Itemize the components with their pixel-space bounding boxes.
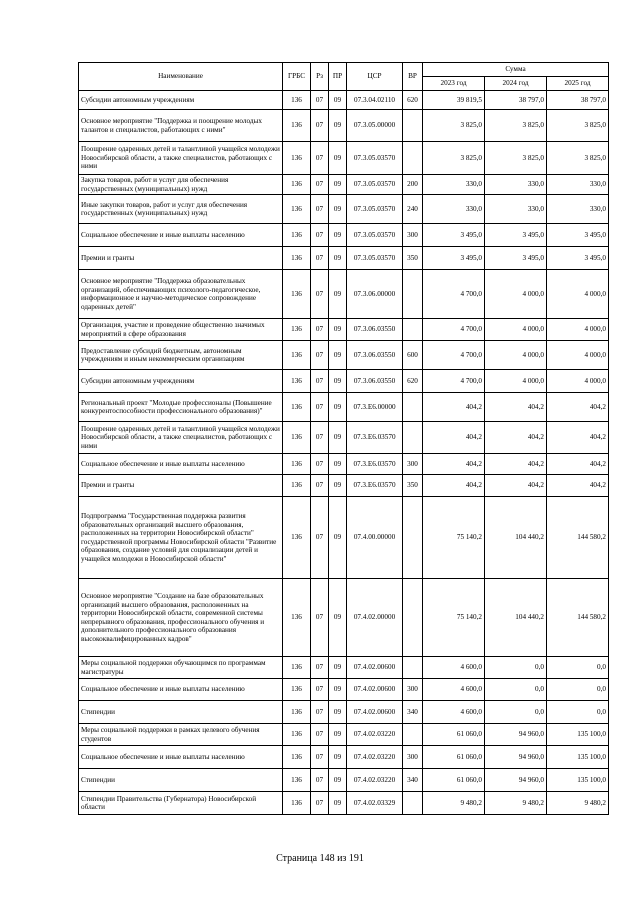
row-csr: 07.4.02.03220 (347, 724, 403, 746)
row-2025: 4 000,0 (547, 319, 609, 341)
row-pr: 09 (329, 657, 347, 679)
row-vr: 340 (403, 769, 423, 792)
row-rz: 07 (311, 657, 329, 679)
row-grbs: 136 (283, 657, 311, 679)
header-rz: Рз (311, 63, 329, 91)
row-vr (403, 142, 423, 175)
table-row (79, 195, 609, 224)
table-row (79, 792, 609, 815)
row-grbs: 136 (283, 454, 311, 475)
row-csr: 07.4.02.00600 (347, 679, 403, 701)
row-pr: 09 (329, 579, 347, 657)
row-grbs: 136 (283, 422, 311, 454)
row-csr: 07.3.06.03550 (347, 341, 403, 370)
row-2025: 9 480,2 (547, 792, 609, 815)
table-row (79, 91, 609, 110)
row-2024: 3 825,0 (485, 110, 547, 142)
row-2024: 404,2 (485, 422, 547, 454)
row-2024: 404,2 (485, 393, 547, 422)
row-csr: 07.3.04.02110 (347, 91, 403, 110)
table-body (79, 91, 609, 815)
row-2025: 330,0 (547, 195, 609, 224)
row-name: Подпрограмма "Государственная поддержка развития образовательных организаций высшего образования, расположенных на территории Новосибирской области" государственной программы Новосибирской области "Развитие образования, создание условий для социализации детей и учащейся молодежи в Новосибирской области" (79, 497, 283, 579)
row-2023: 39 819,5 (423, 91, 485, 110)
table-row (79, 247, 609, 270)
row-grbs: 136 (283, 792, 311, 815)
row-rz: 07 (311, 224, 329, 247)
row-2024: 9 480,2 (485, 792, 547, 815)
row-2023: 75 140,2 (423, 497, 485, 579)
row-vr (403, 110, 423, 142)
table-row (79, 224, 609, 247)
table-row (79, 422, 609, 454)
header-sum: Сумма (423, 63, 609, 77)
row-csr: 07.3.05.00000 (347, 110, 403, 142)
row-pr: 09 (329, 475, 347, 497)
row-grbs: 136 (283, 769, 311, 792)
row-2025: 38 797,0 (547, 91, 609, 110)
row-vr: 600 (403, 341, 423, 370)
row-name: Премии и гранты (79, 247, 283, 270)
row-2023: 9 480,2 (423, 792, 485, 815)
row-2023: 4 700,0 (423, 341, 485, 370)
row-pr: 09 (329, 746, 347, 769)
row-2024: 0,0 (485, 679, 547, 701)
row-name: Основное мероприятие "Создание на базе образовательных организаций высшего образования, расположенных на территории Новосибирской области, современной системы непрерывного образования, профессионального обучения и дополнительного профессионального образования высококвалифицированных кадров" (79, 579, 283, 657)
row-vr (403, 319, 423, 341)
row-name: Социальное обеспечение и иные выплаты населению (79, 454, 283, 475)
row-name: Стипендии (79, 769, 283, 792)
table-row (79, 746, 609, 769)
row-pr: 09 (329, 224, 347, 247)
row-grbs: 136 (283, 195, 311, 224)
row-grbs: 136 (283, 270, 311, 319)
page-number: Страница 148 из 191 (276, 853, 364, 864)
row-2025: 404,2 (547, 475, 609, 497)
row-rz: 07 (311, 579, 329, 657)
row-name: Социальное обеспечение и иные выплаты населению (79, 746, 283, 769)
row-2024: 38 797,0 (485, 91, 547, 110)
row-csr: 07.4.02.03329 (347, 792, 403, 815)
row-2024: 4 000,0 (485, 341, 547, 370)
row-csr: 07.3.06.00000 (347, 270, 403, 319)
table-row (79, 370, 609, 393)
header-2025: 2025 год (547, 77, 609, 91)
row-2024: 404,2 (485, 454, 547, 475)
row-csr: 07.3.05.03570 (347, 175, 403, 195)
row-rz: 07 (311, 724, 329, 746)
row-2025: 3 495,0 (547, 247, 609, 270)
row-vr: 300 (403, 746, 423, 769)
row-2024: 4 000,0 (485, 319, 547, 341)
row-grbs: 136 (283, 247, 311, 270)
row-2023: 4 700,0 (423, 319, 485, 341)
row-2025: 330,0 (547, 175, 609, 195)
row-pr: 09 (329, 679, 347, 701)
row-csr: 07.3.Е6.03570 (347, 454, 403, 475)
table-row (79, 579, 609, 657)
row-rz: 07 (311, 497, 329, 579)
row-vr: 240 (403, 195, 423, 224)
row-vr (403, 724, 423, 746)
row-pr: 09 (329, 393, 347, 422)
row-csr: 07.3.06.03550 (347, 319, 403, 341)
row-rz: 07 (311, 110, 329, 142)
row-pr: 09 (329, 175, 347, 195)
header-grbs: ГРБС (283, 63, 311, 91)
row-2023: 3 495,0 (423, 224, 485, 247)
header-2023: 2023 год (423, 77, 485, 91)
row-pr: 09 (329, 422, 347, 454)
row-grbs: 136 (283, 724, 311, 746)
row-vr: 350 (403, 247, 423, 270)
row-grbs: 136 (283, 142, 311, 175)
row-csr: 07.4.02.00600 (347, 657, 403, 679)
row-2023: 404,2 (423, 475, 485, 497)
table-row (79, 657, 609, 679)
row-name: Социальное обеспечение и иные выплаты населению (79, 224, 283, 247)
row-name: Премии и гранты (79, 475, 283, 497)
row-2023: 75 140,2 (423, 579, 485, 657)
row-rz: 07 (311, 679, 329, 701)
row-vr: 620 (403, 91, 423, 110)
row-grbs: 136 (283, 341, 311, 370)
row-2023: 61 060,0 (423, 746, 485, 769)
row-rz: 07 (311, 370, 329, 393)
row-csr: 07.3.Е6.03570 (347, 422, 403, 454)
row-2025: 4 000,0 (547, 270, 609, 319)
row-csr: 07.3.05.03570 (347, 224, 403, 247)
row-pr: 09 (329, 142, 347, 175)
row-2023: 4 600,0 (423, 679, 485, 701)
row-2023: 3 495,0 (423, 247, 485, 270)
row-2025: 0,0 (547, 701, 609, 724)
row-pr: 09 (329, 270, 347, 319)
budget-table (78, 62, 609, 815)
row-2025: 404,2 (547, 422, 609, 454)
row-grbs: 136 (283, 701, 311, 724)
row-pr: 09 (329, 497, 347, 579)
row-pr: 09 (329, 247, 347, 270)
row-vr: 300 (403, 224, 423, 247)
table-row (79, 769, 609, 792)
row-rz: 07 (311, 175, 329, 195)
row-pr: 09 (329, 319, 347, 341)
table-row (79, 270, 609, 319)
row-rz: 07 (311, 142, 329, 175)
row-2025: 404,2 (547, 454, 609, 475)
row-vr (403, 792, 423, 815)
row-vr: 620 (403, 370, 423, 393)
table-row (79, 110, 609, 142)
row-2023: 4 600,0 (423, 701, 485, 724)
row-2023: 404,2 (423, 454, 485, 475)
row-vr (403, 270, 423, 319)
table-row (79, 175, 609, 195)
table-row (79, 341, 609, 370)
row-2023: 404,2 (423, 422, 485, 454)
row-csr: 07.4.02.03220 (347, 769, 403, 792)
row-name: Региональный проект "Молодые профессионалы (Повышение конкурентоспособности профессионального образования)" (79, 393, 283, 422)
row-rz: 07 (311, 422, 329, 454)
table-row (79, 319, 609, 341)
row-2024: 3 825,0 (485, 142, 547, 175)
row-csr: 07.4.00.00000 (347, 497, 403, 579)
row-2024: 404,2 (485, 475, 547, 497)
row-vr (403, 497, 423, 579)
row-2025: 135 100,0 (547, 724, 609, 746)
row-2023: 3 825,0 (423, 142, 485, 175)
row-2025: 144 580,2 (547, 497, 609, 579)
row-pr: 09 (329, 701, 347, 724)
row-name: Основное мероприятие "Поддержка и поощрение молодых талантов и специалистов, работающих с ними" (79, 110, 283, 142)
row-2024: 104 440,2 (485, 497, 547, 579)
row-2023: 61 060,0 (423, 769, 485, 792)
row-2023: 330,0 (423, 175, 485, 195)
row-name: Субсидии автономным учреждениям (79, 91, 283, 110)
row-2024: 94 960,0 (485, 769, 547, 792)
table-row (79, 142, 609, 175)
row-vr (403, 422, 423, 454)
row-vr: 300 (403, 454, 423, 475)
row-rz: 07 (311, 341, 329, 370)
table-row (79, 701, 609, 724)
row-2024: 330,0 (485, 195, 547, 224)
row-2025: 4 000,0 (547, 370, 609, 393)
row-rz: 07 (311, 319, 329, 341)
row-name: Организация, участие и проведение общественно значимых мероприятий в сфере образования (79, 319, 283, 341)
row-2024: 104 440,2 (485, 579, 547, 657)
header-vr: ВР (403, 63, 423, 91)
row-rz: 07 (311, 247, 329, 270)
row-name: Поощрение одаренных детей и талантливой учащейся молодежи Новосибирской области, а также специалистов, работающих с ними (79, 422, 283, 454)
row-grbs: 136 (283, 679, 311, 701)
row-2023: 61 060,0 (423, 724, 485, 746)
table-row (79, 679, 609, 701)
row-rz: 07 (311, 701, 329, 724)
row-pr: 09 (329, 110, 347, 142)
row-rz: 07 (311, 746, 329, 769)
row-name: Стипендии Правительства (Губернатора) Новосибирской области (79, 792, 283, 815)
row-2025: 135 100,0 (547, 746, 609, 769)
table-row (79, 497, 609, 579)
row-rz: 07 (311, 475, 329, 497)
row-grbs: 136 (283, 579, 311, 657)
row-name: Иные закупки товаров, работ и услуг для обеспечения государственных (муниципальных) нужд (79, 195, 283, 224)
row-pr: 09 (329, 454, 347, 475)
row-pr: 09 (329, 792, 347, 815)
row-rz: 07 (311, 393, 329, 422)
row-csr: 07.3.05.03570 (347, 195, 403, 224)
row-grbs: 136 (283, 110, 311, 142)
row-grbs: 136 (283, 370, 311, 393)
row-name: Основное мероприятие "Поддержка образовательных организаций, обеспечивающих психолого-педагогическое, информационное и научно-методическое сопровождение одаренных детей" (79, 270, 283, 319)
row-csr: 07.3.06.03550 (347, 370, 403, 393)
row-pr: 09 (329, 91, 347, 110)
row-name: Субсидии автономным учреждениям (79, 370, 283, 393)
row-2023: 4 700,0 (423, 270, 485, 319)
row-vr (403, 579, 423, 657)
row-rz: 07 (311, 792, 329, 815)
row-rz: 07 (311, 454, 329, 475)
row-2025: 4 000,0 (547, 341, 609, 370)
row-2023: 4 700,0 (423, 370, 485, 393)
row-name: Меры социальной поддержки в рамках целевого обучения студентов (79, 724, 283, 746)
row-2024: 3 495,0 (485, 224, 547, 247)
row-2025: 135 100,0 (547, 769, 609, 792)
row-grbs: 136 (283, 224, 311, 247)
row-2024: 4 000,0 (485, 270, 547, 319)
row-grbs: 136 (283, 393, 311, 422)
row-vr (403, 393, 423, 422)
row-name: Меры социальной поддержки обучающимся по программам магистратуры (79, 657, 283, 679)
row-pr: 09 (329, 769, 347, 792)
row-grbs: 136 (283, 475, 311, 497)
row-2024: 330,0 (485, 175, 547, 195)
table-row (79, 454, 609, 475)
row-grbs: 136 (283, 319, 311, 341)
row-2025: 0,0 (547, 679, 609, 701)
table-row (79, 475, 609, 497)
row-grbs: 136 (283, 497, 311, 579)
row-pr: 09 (329, 195, 347, 224)
row-csr: 07.3.05.03570 (347, 247, 403, 270)
row-csr: 07.3.05.03570 (347, 142, 403, 175)
row-csr: 07.4.02.00600 (347, 701, 403, 724)
row-2024: 94 960,0 (485, 746, 547, 769)
row-2025: 404,2 (547, 393, 609, 422)
row-2025: 0,0 (547, 657, 609, 679)
row-grbs: 136 (283, 746, 311, 769)
row-csr: 07.4.02.00000 (347, 579, 403, 657)
row-name: Предоставление субсидий бюджетным, автономным учреждениям и иным некоммерческим организациям (79, 341, 283, 370)
row-csr: 07.3.Е6.03570 (347, 475, 403, 497)
row-name: Стипендии (79, 701, 283, 724)
row-2024: 94 960,0 (485, 724, 547, 746)
header-csr: ЦСР (347, 63, 403, 91)
row-vr (403, 657, 423, 679)
row-2023: 330,0 (423, 195, 485, 224)
header-2024: 2024 год (485, 77, 547, 91)
row-2025: 3 825,0 (547, 142, 609, 175)
row-2023: 3 825,0 (423, 110, 485, 142)
row-grbs: 136 (283, 175, 311, 195)
row-pr: 09 (329, 724, 347, 746)
row-csr: 07.3.Е6.00000 (347, 393, 403, 422)
row-name: Закупка товаров, работ и услуг для обеспечения государственных (муниципальных) нужд (79, 175, 283, 195)
row-2024: 4 000,0 (485, 370, 547, 393)
row-name: Социальное обеспечение и иные выплаты населению (79, 679, 283, 701)
row-name: Поощрение одаренных детей и талантливой учащейся молодежи Новосибирской области, а также специалистов, работающих с ними (79, 142, 283, 175)
row-2024: 0,0 (485, 657, 547, 679)
row-rz: 07 (311, 769, 329, 792)
row-rz: 07 (311, 270, 329, 319)
row-vr: 350 (403, 475, 423, 497)
row-2023: 4 600,0 (423, 657, 485, 679)
row-vr: 340 (403, 701, 423, 724)
table-row (79, 724, 609, 746)
row-vr: 300 (403, 679, 423, 701)
row-2024: 0,0 (485, 701, 547, 724)
row-rz: 07 (311, 91, 329, 110)
table-row (79, 393, 609, 422)
row-2024: 3 495,0 (485, 247, 547, 270)
row-rz: 07 (311, 195, 329, 224)
header-name: Наименование (79, 63, 283, 91)
row-pr: 09 (329, 370, 347, 393)
row-2025: 3 825,0 (547, 110, 609, 142)
header-pr: ПР (329, 63, 347, 91)
row-2023: 404,2 (423, 393, 485, 422)
row-2025: 144 580,2 (547, 579, 609, 657)
row-grbs: 136 (283, 91, 311, 110)
row-2025: 3 495,0 (547, 224, 609, 247)
row-vr: 200 (403, 175, 423, 195)
row-pr: 09 (329, 341, 347, 370)
row-csr: 07.4.02.03220 (347, 746, 403, 769)
